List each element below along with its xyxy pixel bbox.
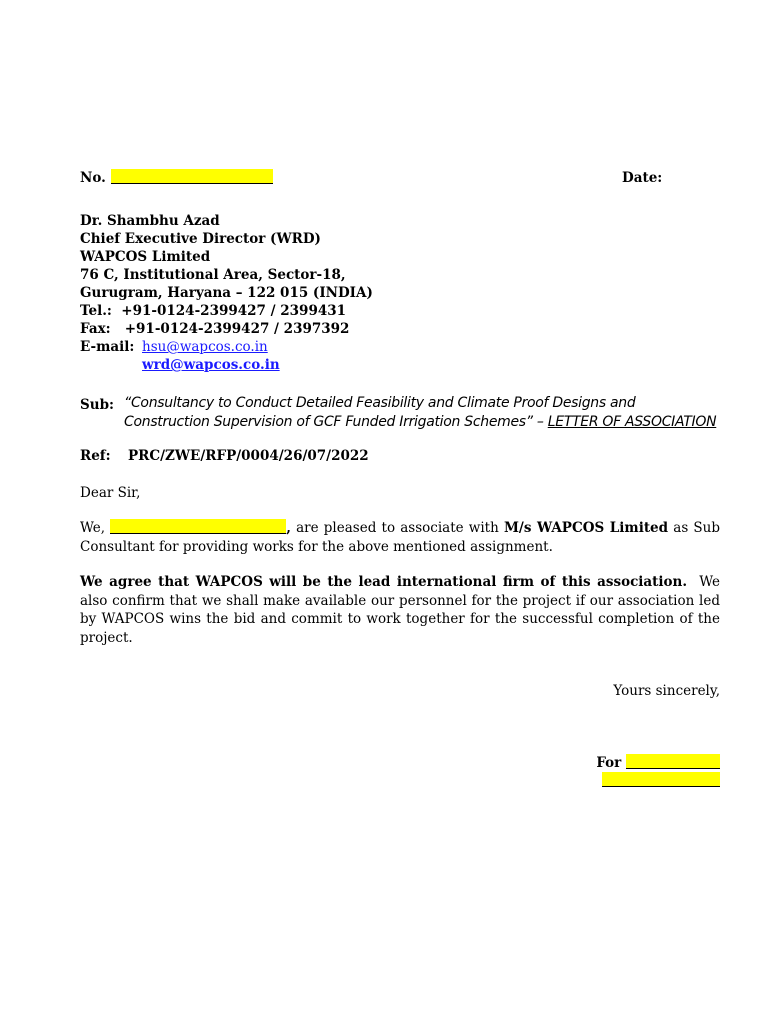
addressee-line: WAPCOS Limited xyxy=(80,249,211,265)
reference-label: Ref: xyxy=(80,448,111,464)
sign-off: Yours sincerely, xyxy=(613,683,720,699)
letter-of-association-heading: LETTER OF ASSOCIATION xyxy=(547,414,717,430)
paragraph-agreement xyxy=(80,573,725,647)
p1-text-a: are pleased to associate with xyxy=(290,520,504,536)
email-row-2 xyxy=(80,356,373,374)
for-row xyxy=(520,754,720,772)
p1-text-b: as Sub Consultant for providing works for the above mentioned assignment. xyxy=(80,520,721,555)
p2-bold-statement: We agree that WAPCOS will be the lead international firm of this association. xyxy=(80,574,688,590)
subject-title: “Consultancy to Conduct Detailed Feasibility and Climate Proof Designs and Construction Supervision of GCF Funded Irrigation Schemes” – xyxy=(124,395,636,430)
ref-number-blank[interactable] xyxy=(111,169,273,184)
salutation: Dear Sir, xyxy=(80,485,141,501)
date-label: Date: xyxy=(622,170,663,186)
subject-text xyxy=(124,394,724,432)
reference-value: PRC/ZWE/RFP/0004/26/07/2022 xyxy=(128,448,369,464)
addressee-line: Dr. Shambhu Azad xyxy=(80,213,220,229)
addressee-block xyxy=(80,212,373,374)
signature-blank[interactable] xyxy=(602,772,720,787)
addressee-line: Tel.: +91-0124-2399427 / 2399431 xyxy=(80,303,347,319)
p1-comma: , xyxy=(286,520,291,536)
addressee-line: 76 C, Institutional Area, Sector-18, xyxy=(80,267,346,283)
email-row xyxy=(80,338,373,356)
reference-row xyxy=(80,447,369,465)
for-firm-blank[interactable] xyxy=(626,754,720,769)
p1-we: We, xyxy=(80,520,106,536)
subject-label: Sub: xyxy=(80,397,114,413)
addressee-line: Gurugram, Haryana – 122 015 (INDIA) xyxy=(80,285,373,301)
associate-name-blank[interactable] xyxy=(110,519,286,534)
p2-text: We also confirm that we shall make available our personnel for the project if our association led by WAPCOS wins the bid and commit to work together for the successful completion of the project. xyxy=(80,574,725,646)
addressee-line: Fax: +91-0124-2399427 / 2397392 xyxy=(80,321,350,337)
for-label: For xyxy=(596,755,622,771)
no-label: No. xyxy=(80,170,106,186)
paragraph-association xyxy=(80,519,720,556)
signature-blank-row xyxy=(602,772,720,790)
email-link-hsu[interactable]: hsu@wapcos.co.in xyxy=(142,339,268,355)
addressee-line: Chief Executive Director (WRD) xyxy=(80,231,321,247)
ref-number-row xyxy=(80,169,273,187)
email-link-wrd[interactable]: wrd@wapcos.co.in xyxy=(142,357,280,373)
p1-firm-name: M/s WAPCOS Limited xyxy=(503,520,669,536)
email-label: E-mail: xyxy=(80,339,135,355)
